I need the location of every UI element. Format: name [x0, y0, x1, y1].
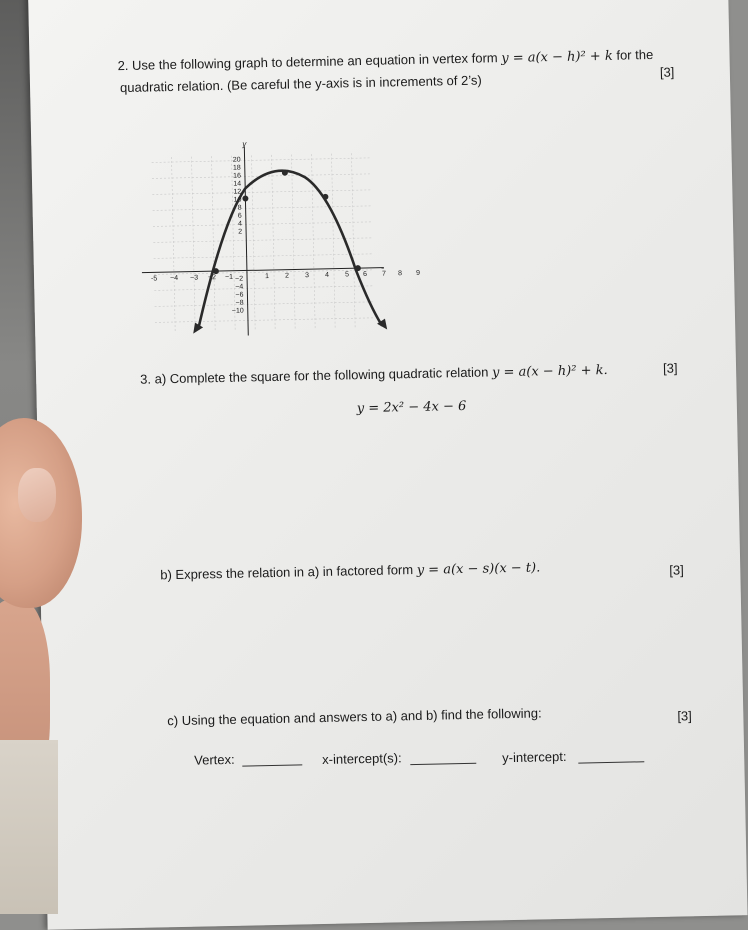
svg-text:16: 16	[233, 172, 242, 180]
svg-text:−2: −2	[208, 274, 217, 282]
svg-text:−10: −10	[231, 307, 244, 315]
q3a-text-line: 3. a) Complete the square for the following quadratic relation y = a(x − h)² + k.	[140, 362, 608, 387]
y-intercept-answer-blank[interactable]	[578, 761, 644, 763]
x-intercepts-label: x-intercept(s):	[322, 750, 402, 768]
svg-text:6: 6	[363, 270, 368, 279]
svg-text:−4: −4	[170, 274, 179, 283]
q3a-marks: [3]	[662, 360, 678, 376]
q2-text-end: for the	[616, 46, 654, 63]
grid	[152, 153, 376, 333]
vertex-label: Vertex:	[194, 751, 235, 768]
q2-marks: [3]	[659, 64, 675, 80]
svg-text:9: 9	[415, 269, 421, 277]
q3a-equation: y = 2x² − 4x − 6	[356, 398, 467, 417]
svg-text:1: 1	[265, 273, 270, 281]
y-axis	[244, 147, 248, 336]
y-intercept-label: y-intercept:	[502, 748, 567, 766]
svg-text:4: 4	[325, 271, 330, 279]
x-intercepts-answer-blank[interactable]	[410, 763, 476, 765]
worksheet-page	[28, 0, 748, 930]
svg-text:−8: −8	[235, 299, 244, 307]
svg-text:10: 10	[233, 196, 242, 204]
svg-text:8: 8	[237, 204, 242, 212]
svg-text:−1: −1	[224, 273, 234, 281]
thumbnail	[18, 468, 56, 522]
svg-text:-5: -5	[150, 275, 158, 283]
q3b-formula: y = a(x − s)(x − t).	[416, 560, 541, 578]
svg-text:−6: −6	[235, 291, 244, 299]
q3a-formula: y = a(x − h)² + k.	[491, 362, 608, 381]
vertex-answer-blank[interactable]	[242, 764, 302, 766]
q3c-marks: [3]	[677, 708, 692, 724]
svg-text:−3: −3	[190, 274, 199, 282]
q3c-text: c) Using the equation and answers to a) and b) find the following:	[167, 705, 542, 729]
q2-formula: y = a(x − h)² + k	[501, 48, 613, 67]
svg-text:12: 12	[233, 188, 242, 196]
svg-text:4: 4	[237, 220, 243, 228]
q2-text-line1: 2. Use the following graph to determine an equation in vertex form y = a(x − h)² + k for the	[117, 46, 654, 74]
svg-text:−2: −2	[235, 275, 244, 283]
svg-text:20: 20	[232, 156, 241, 164]
q3b-text-line: b) Express the relation in a) in factored form y = a(x − s)(x − t).	[160, 560, 541, 583]
q3b-marks: [3]	[669, 562, 684, 578]
parabola-curve	[195, 169, 382, 330]
point-y-int	[242, 195, 248, 201]
svg-text:2: 2	[285, 272, 290, 280]
sleeve	[0, 740, 58, 914]
y-tick-labels	[229, 157, 244, 315]
svg-text:−4: −4	[235, 283, 244, 291]
parabola-graph	[131, 137, 421, 342]
svg-text:5: 5	[345, 271, 350, 279]
svg-text:7: 7	[382, 270, 387, 278]
svg-text:6: 6	[237, 212, 242, 220]
svg-text:18: 18	[232, 164, 241, 172]
svg-text:3: 3	[305, 272, 310, 280]
svg-text:2: 2	[238, 228, 243, 236]
svg-text:8: 8	[397, 270, 403, 278]
y-axis-label: y	[242, 139, 247, 149]
q2-text-line2: quadratic relation. (Be careful the y-axis is in increments of 2’s)	[119, 72, 482, 96]
svg-text:14: 14	[233, 180, 242, 188]
